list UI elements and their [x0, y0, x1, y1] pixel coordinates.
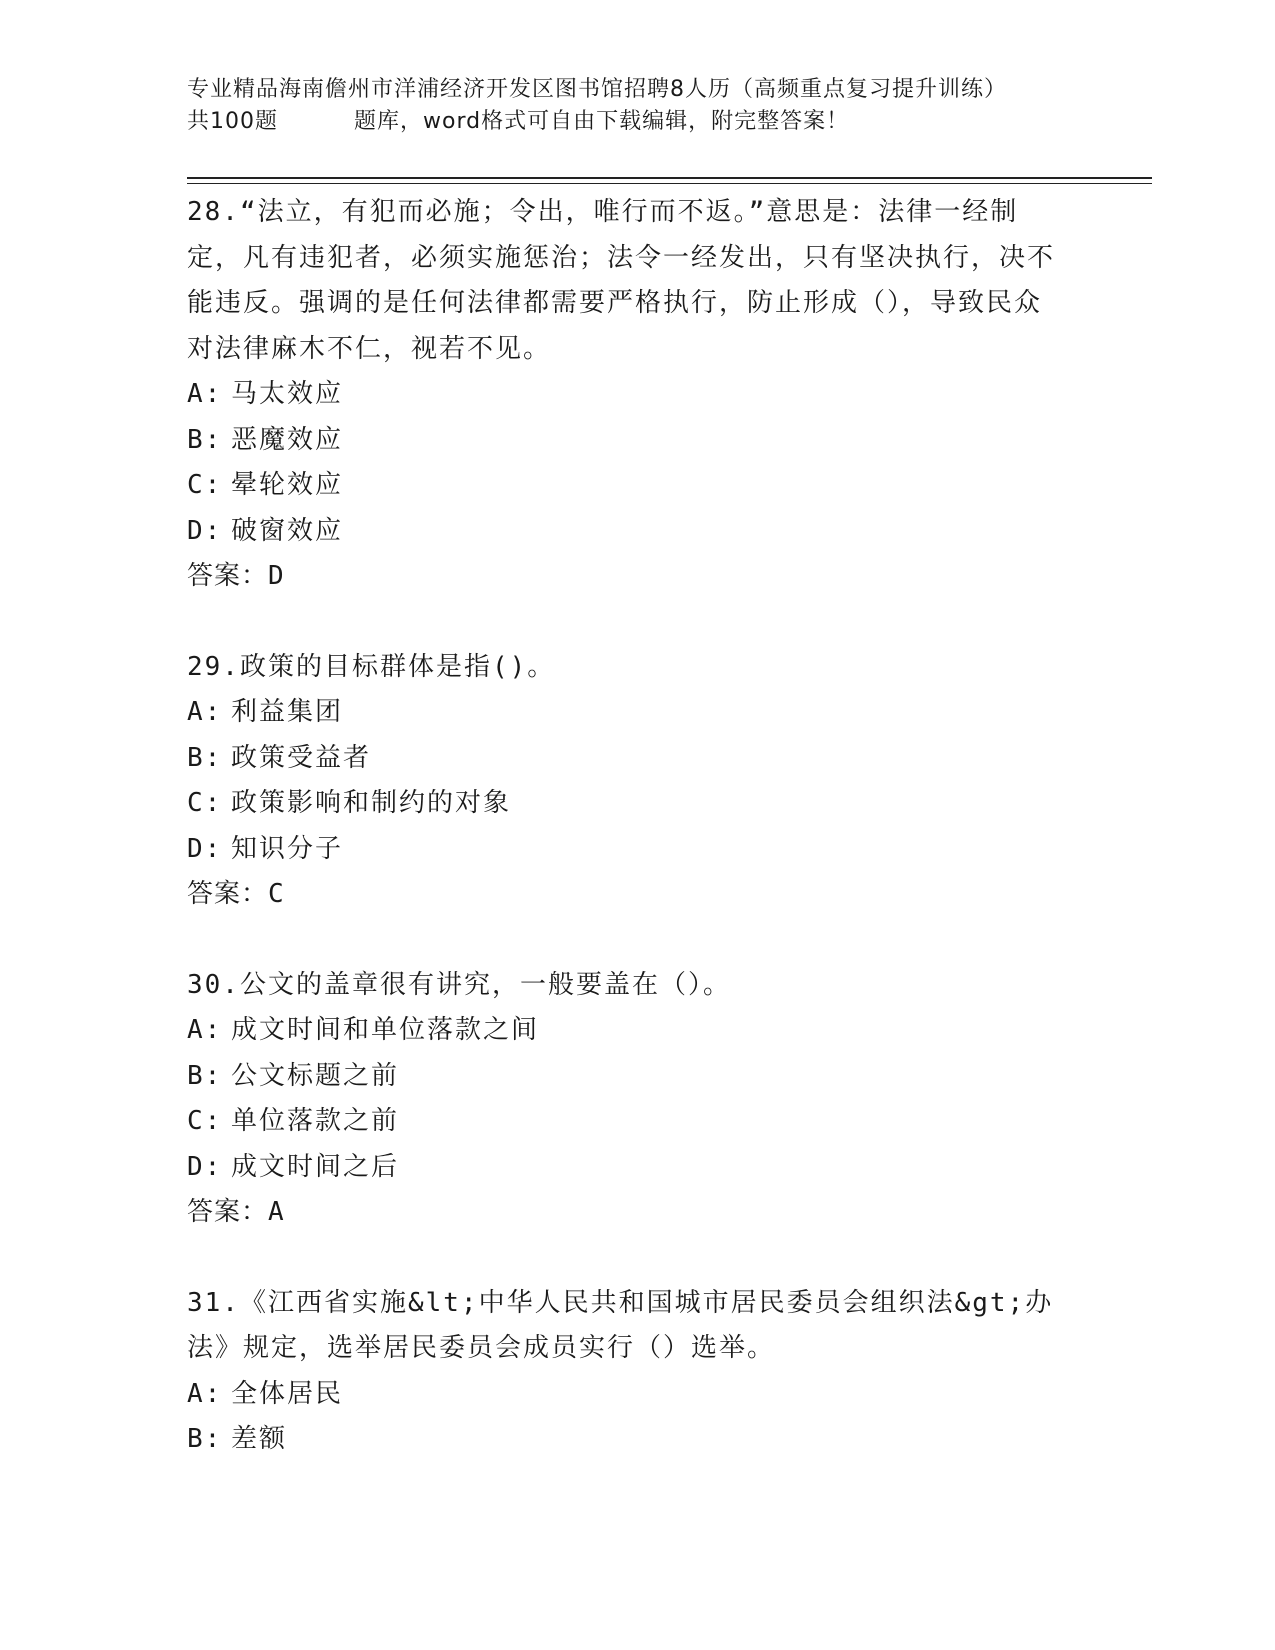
option-letter: C:: [187, 788, 223, 818]
question-number: 31.: [187, 1287, 240, 1318]
option-b: [187, 736, 1087, 782]
header-question-count: 共100题: [187, 109, 278, 134]
option-text: 差额: [231, 1424, 288, 1454]
header-divider-thin: [187, 183, 1152, 184]
question-item: [187, 1281, 1087, 1463]
option-a: [187, 690, 1087, 736]
answer-line: [187, 554, 1087, 600]
option-d: [187, 1145, 1087, 1191]
question-list: [187, 190, 1087, 1463]
option-a: [187, 1372, 1087, 1418]
header-subtitle-line: [187, 106, 1087, 138]
answer-label: 答案：: [187, 879, 269, 909]
option-text: 马太效应: [231, 379, 344, 409]
option-letter: D:: [187, 833, 223, 864]
option-a: [187, 1008, 1087, 1054]
question-stem: [187, 645, 1067, 691]
option-d: [187, 509, 1087, 555]
question-number: 30.: [187, 969, 240, 1000]
option-letter: A:: [187, 1378, 223, 1409]
option-b: [187, 418, 1087, 464]
option-text: 晕轮效应: [231, 470, 344, 500]
header-format-note: 题库，word格式可自由下载编辑，附完整答案！: [354, 109, 850, 134]
option-b: [187, 1054, 1087, 1100]
option-letter: B:: [187, 742, 223, 773]
option-letter: B:: [187, 1060, 223, 1091]
answer-value: C: [268, 879, 285, 909]
option-text: 公文标题之前: [231, 1060, 400, 1091]
option-c: [187, 781, 1087, 827]
answer-value: D: [268, 561, 285, 591]
option-text: 成文时间之后: [231, 1151, 400, 1182]
option-a: [187, 372, 1087, 418]
header-divider-thick: [187, 177, 1152, 179]
question-text: “法立，有犯而必施；令出，唯行而不返。”意思是：法律一经制定，凡有违犯者，必须实施惩治；法令一经发出，只有坚决执行，决不能违反。强调的是任何法律都需要严格执行，防止形成（），导致民众对法律麻木不仁，视若不见。: [187, 197, 1056, 364]
option-text: 政策影响和制约的对象: [231, 788, 512, 818]
option-letter: A:: [187, 697, 223, 727]
header-title-line: 专业精品海南儋州市洋浦经济开发区图书馆招聘8人历（高频重点复习提升训练）: [187, 77, 1007, 102]
answer-label: 答案：: [187, 1197, 269, 1227]
option-text: 恶魔效应: [231, 424, 344, 455]
document-header: [187, 74, 1087, 138]
answer-line: [187, 1190, 1087, 1236]
option-text: 知识分子: [231, 833, 344, 864]
option-letter: D:: [187, 1151, 223, 1182]
answer-label: 答案：: [187, 561, 269, 591]
option-letter: D:: [187, 515, 223, 546]
answer-value: A: [268, 1197, 285, 1227]
option-letter: C:: [187, 470, 223, 500]
option-b: [187, 1417, 1087, 1463]
question-stem: [187, 190, 1067, 372]
option-text: 全体居民: [231, 1378, 344, 1409]
option-d: [187, 827, 1087, 873]
option-text: 政策受益者: [231, 742, 372, 773]
option-letter: B:: [187, 424, 223, 455]
question-text: 《江西省实施&lt;中华人民共和国城市居民委员会组织法&gt;办法》规定，选举居民委员会成员实行（）选举。: [187, 1287, 1054, 1363]
option-letter: A:: [187, 1015, 223, 1045]
option-text: 破窗效应: [231, 515, 344, 546]
option-letter: A:: [187, 379, 223, 409]
question-item: [187, 963, 1087, 1236]
option-letter: C:: [187, 1106, 223, 1136]
question-item: [187, 645, 1087, 918]
question-text: 政策的目标群体是指()。: [239, 651, 556, 682]
question-stem: [187, 963, 1067, 1009]
question-stem: [187, 1281, 1067, 1372]
question-number: 28.: [187, 197, 240, 227]
answer-line: [187, 872, 1087, 918]
option-text: 单位落款之前: [231, 1106, 400, 1136]
option-text: 利益集团: [231, 697, 344, 727]
question-number: 29.: [187, 651, 240, 682]
question-item: [187, 190, 1087, 600]
option-text: 成文时间和单位落款之间: [231, 1015, 540, 1045]
option-letter: B:: [187, 1424, 223, 1454]
question-text: 公文的盖章很有讲究，一般要盖在（）。: [239, 969, 731, 1000]
option-c: [187, 463, 1087, 509]
option-c: [187, 1099, 1087, 1145]
